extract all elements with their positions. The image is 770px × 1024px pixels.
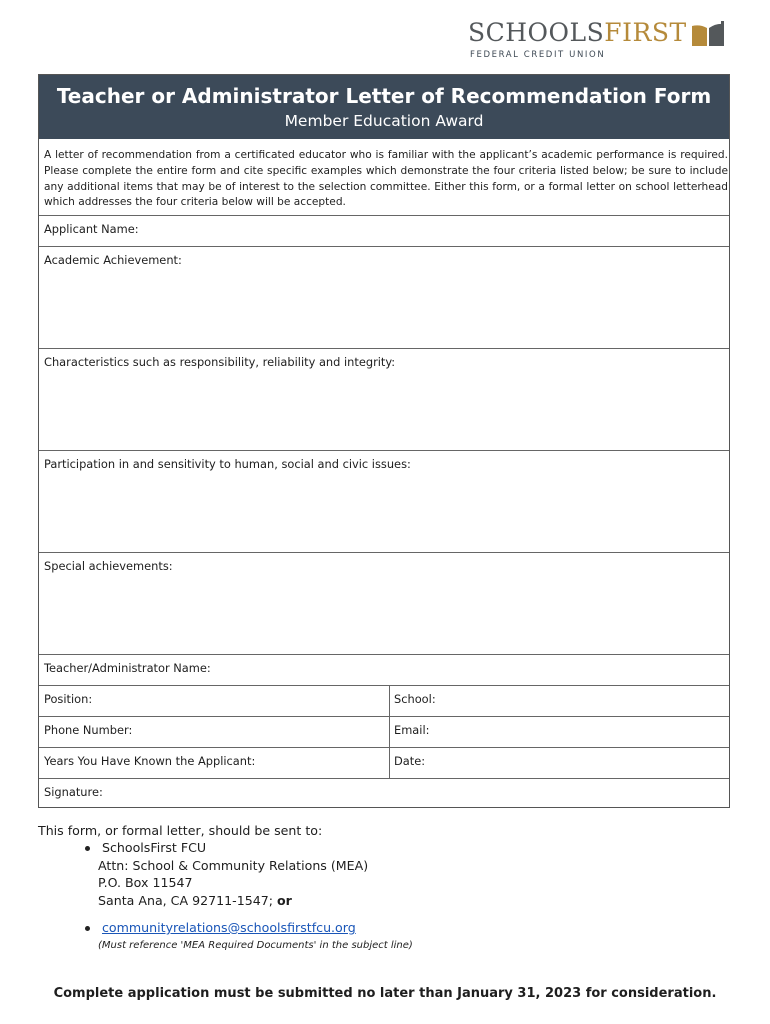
participation-field[interactable] [39, 450, 729, 552]
form-title: Teacher or Administrator Letter of Recommendation Form [56, 84, 712, 108]
special-achievements-field[interactable] [39, 552, 729, 654]
address-line-2: Attn: School & Community Relations (MEA) [98, 857, 369, 873]
address-line-3: P.O. Box 11547 [98, 875, 193, 891]
form-intro-text: A letter of recommendation from a certificated educator who is familiar with the applicant’s academic performance is required. Please complete the entire form and cite specific examples which demonstrate the four criteria listed below; be sure to include any additional items that may be of interest to the selection committee. Either this form, or a formal letter on school letterhead which addresses the four criteria below will be accepted. [44, 149, 728, 209]
address-line-4-row [38, 892, 413, 909]
form-header [39, 75, 729, 139]
date-label: Date: [394, 754, 426, 768]
special-achievements-label: Special achievements: [44, 559, 173, 573]
phone-label: Phone Number: [44, 723, 133, 737]
email-field[interactable] [389, 716, 729, 747]
email-link[interactable]: communityrelations@schoolsfirstfcu.org [102, 920, 356, 936]
years-known-label: Years You Have Known the Applicant: [44, 754, 256, 768]
school-field[interactable] [389, 685, 729, 716]
address-bullet [38, 839, 413, 856]
form-subtitle: Member Education Award [284, 112, 484, 130]
mailing-instructions [38, 822, 413, 955]
signature-label: Signature: [44, 785, 103, 799]
logo-wordmark-first: FIRST [604, 18, 687, 47]
characteristics-label: Characteristics such as responsibility, reliability and integrity: [44, 355, 396, 369]
email-note: (Must reference 'MEA Required Documents' in the subject line) [98, 940, 413, 952]
teacher-name-label: Teacher/Administrator Name: [44, 661, 211, 675]
position-label: Position: [44, 692, 93, 706]
address-line-4: Santa Ana, CA 92711-1547; [98, 892, 273, 908]
applicant-name-field[interactable] [39, 215, 729, 246]
deadline-notice: Complete application must be submitted no later than January 31, 2023 for consideration. [53, 986, 717, 1001]
logo-tagline: FEDERAL CREDIT UNION [470, 50, 606, 60]
address-line-1: SchoolsFirst FCU [102, 840, 207, 856]
position-field[interactable] [39, 685, 389, 716]
bullet-icon [85, 926, 90, 931]
academic-achievement-label: Academic Achievement: [44, 253, 182, 267]
applicant-name-label: Applicant Name: [44, 222, 139, 236]
teacher-name-field[interactable] [39, 654, 729, 685]
column-divider [389, 685, 390, 778]
school-label: School: [394, 692, 436, 706]
phone-field[interactable] [39, 716, 389, 747]
signature-field[interactable] [39, 778, 729, 808]
bullet-icon [85, 846, 90, 851]
email-label: Email: [394, 723, 430, 737]
address-or: or [277, 892, 292, 908]
logo-wordmark-schools: SCHOOLS [468, 18, 605, 47]
date-field[interactable] [389, 747, 729, 778]
recommendation-form [38, 74, 730, 808]
email-bullet [38, 919, 413, 936]
characteristics-field[interactable] [39, 348, 729, 450]
logo-wordmark [468, 18, 687, 47]
schoolsfirst-logo [466, 18, 728, 62]
book-icon [688, 20, 728, 48]
academic-achievement-field[interactable] [39, 246, 729, 348]
participation-label: Participation in and sensitivity to human, social and civic issues: [44, 457, 411, 471]
instructions-intro: This form, or formal letter, should be sent to: [38, 823, 323, 838]
years-known-field[interactable] [39, 747, 389, 778]
